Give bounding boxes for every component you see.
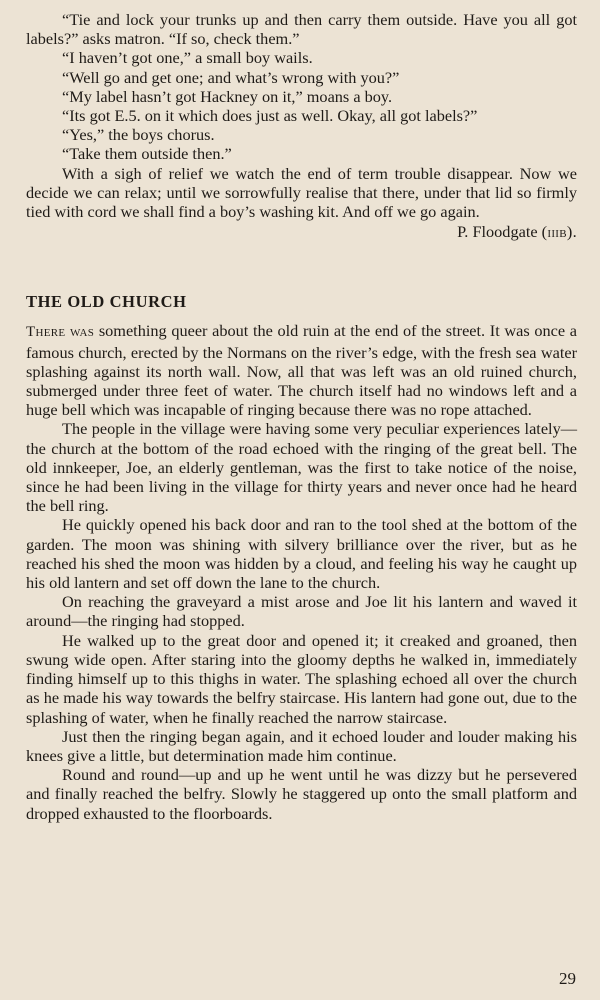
- story2-paragraph: He quickly opened his back door and ran to the tool shed at the bottom of the garden. The moon was shining with silvery brilliance over the river, but as he reached his shed the moon was hidden by a cloud, and feeling his way he caught up his old lantern and set off down the lane to the church.: [26, 515, 577, 593]
- author-name: P. Floodgate: [457, 222, 538, 242]
- page-number: 29: [559, 969, 576, 988]
- story2-paragraph: [26, 321, 577, 419]
- story1-paragraph: “My label hasn’t got Hackney on it,” moans a boy.: [62, 86, 393, 106]
- story-end-of-term: [26, 10, 577, 241]
- story1-paragraph: “Yes,” the boys chorus.: [62, 125, 215, 145]
- story-title: THE OLD CHURCH: [26, 292, 187, 312]
- story1-paragraph: “Take them outside then.”: [62, 144, 232, 164]
- story1-paragraph: “Tie and lock your trunks up and then carry them outside. Have you all got labels?” asks matron. “If so, check them.”: [26, 10, 577, 49]
- story2-paragraph: Just then the ringing began again, and it echoed louder and louder making his knees give a little, but determination made him continue.: [26, 726, 577, 765]
- author-byline: [26, 222, 577, 241]
- story2-paragraph: Round and round—up and up he went until he was dizzy but he persevered and finally reached the belfry. Slowly he staggered up onto the small platform and dropped exhausted to the floorboards.: [26, 765, 577, 823]
- story2-first-paragraph-text: something queer about the old ruin at the end of the street. It was once a famous church, erected by the Normans on the river’s edge, with the fresh sea water splashing against its north wall. Now, all that was left was an old ruined church, submerged under three feet of water. The church itself had no windows left and a huge bell which was incapable of ringing because there was no rope attached.: [26, 321, 577, 420]
- story2-paragraph: On reaching the graveyard a mist arose and Joe lit his lantern and waved it around—the ringing had stopped.: [26, 592, 577, 631]
- story-old-church: [26, 292, 577, 822]
- story1-paragraph: “I haven’t got one,” a small boy wails.: [62, 48, 313, 68]
- author-form: (iiib).: [541, 222, 577, 242]
- story1-paragraph: With a sigh of relief we watch the end of term trouble disappear. Now we decide we can relax; until we sorrowfully realise that there, under that lid so firmly tied with cord we shall find a boy’s washing kit. And off we go again.: [26, 163, 577, 222]
- lead-caps: There was: [26, 324, 95, 341]
- story2-paragraph: The people in the village were having some very peculiar experiences lately—the church at the bottom of the road echoed with the ringing of the great bell. The old innkeeper, Joe, an elderly gentleman, was the first to take notice of the noise, since he had been living in the village for thirty years and never once had he heard the bell ring.: [26, 419, 577, 516]
- page-content: [26, 10, 577, 823]
- story1-paragraph: “Its got E.5. on it which does just as well. Okay, all got labels?”: [62, 106, 478, 126]
- story1-paragraph: “Well go and get one; and what’s wrong with you?”: [62, 67, 400, 87]
- story2-paragraph: He walked up to the great door and opened it; it creaked and groaned, then swung wide open. After staring into the gloomy depths he walked in, immediately finding himself up to this thighs in water. The splashing echoed all over the church as he made his way towards the belfry staircase. His lantern had gone out, due to the splashing of water, when he finally reached the narrow staircase.: [26, 630, 577, 727]
